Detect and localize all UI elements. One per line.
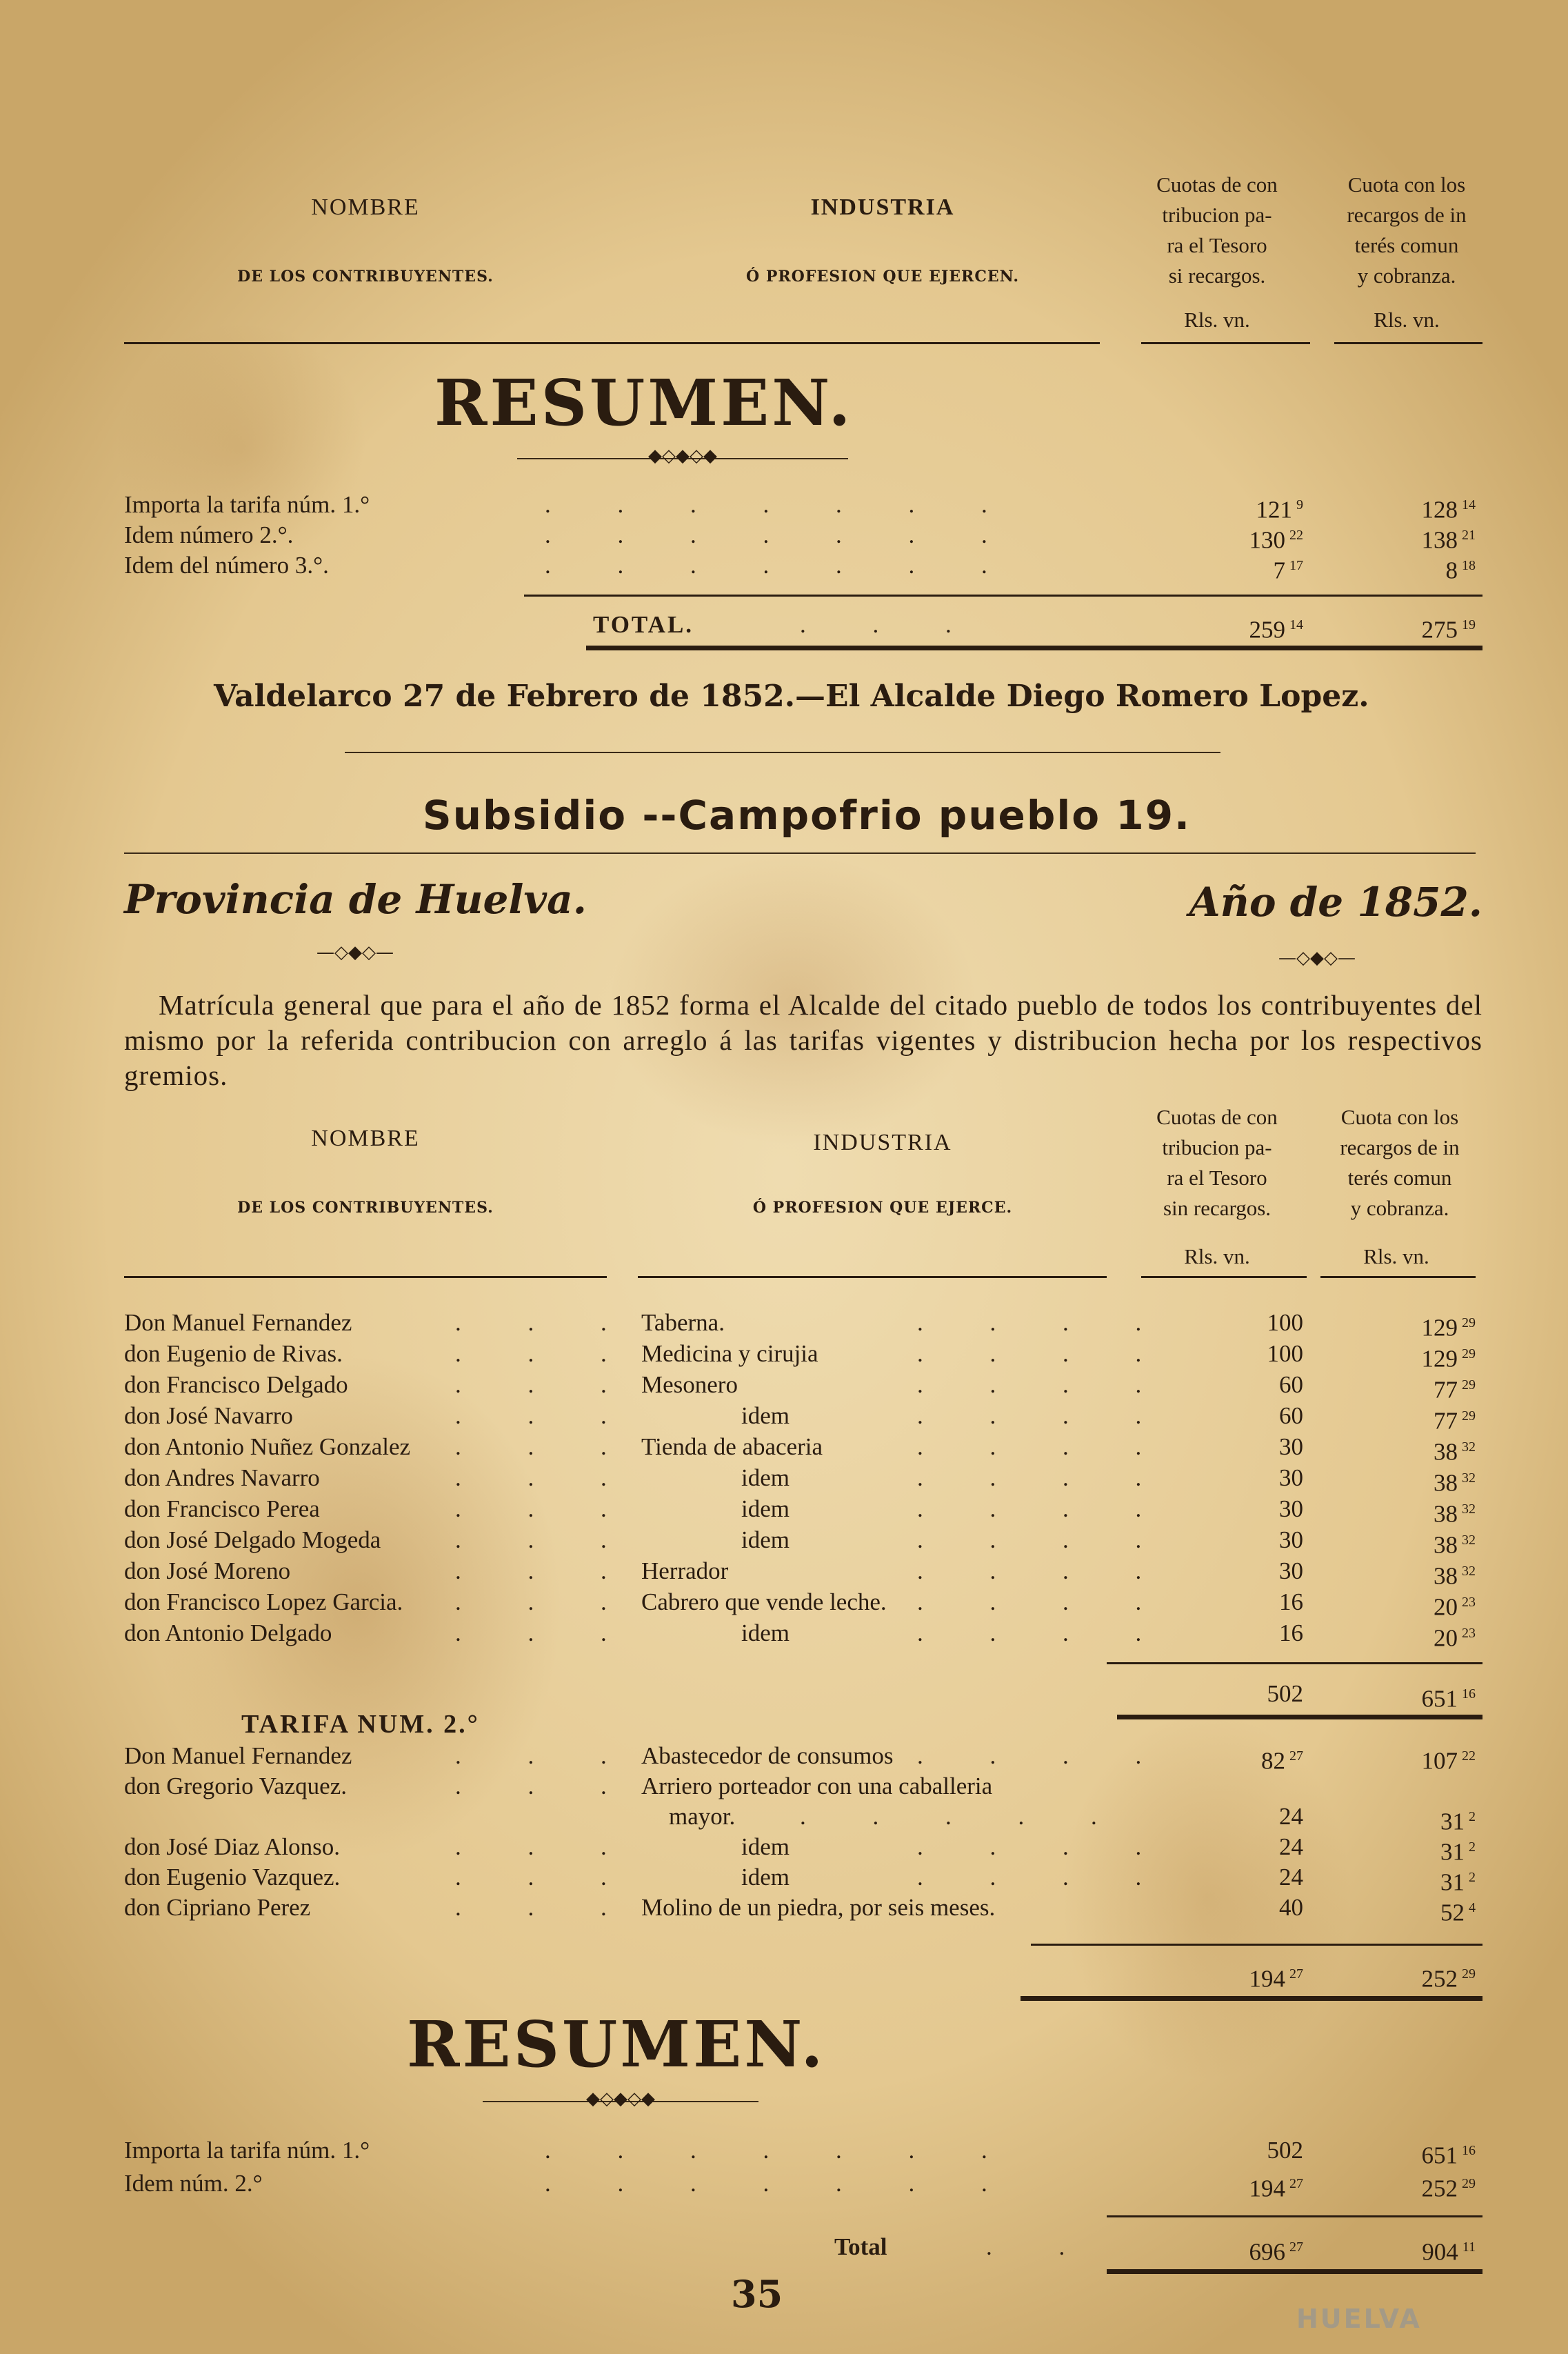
industry-label: Abastecedor de consumos <box>641 1742 894 1769</box>
resumen-label: Importa la tarifa núm. 1.° <box>124 491 370 518</box>
page-number: 35 <box>731 2272 783 2316</box>
industry-label: Arriero porteador con una caballeria <box>641 1773 993 1799</box>
table-row <box>0 1832 1568 1866</box>
value-v1 <box>1165 1556 1303 1586</box>
table-row <box>0 1494 1568 1528</box>
industry-label: idem <box>741 1495 790 1522</box>
leader-dots: . . . . <box>917 1833 1172 1860</box>
value-v2 <box>1345 1618 1476 1654</box>
v2-main: 107 <box>1421 1747 1458 1775</box>
col2-line: terés comun <box>1354 233 1459 257</box>
v2-sup: 2 <box>1469 1839 1476 1855</box>
contributor-name: don José Diaz Alonso. <box>124 1833 341 1860</box>
industry-label: idem <box>741 1619 790 1646</box>
v1-main: 130 <box>1249 526 1285 554</box>
value-v1 <box>1165 1802 1303 1832</box>
v1-main: 24 <box>1279 1833 1303 1860</box>
industry-label: Medicina y cirujia <box>641 1340 818 1367</box>
leader-dots: . . . <box>455 1309 637 1336</box>
resumen-row <box>0 490 1568 523</box>
v1-main: 502 <box>1267 2137 1303 2164</box>
v2-sup: 21 <box>1462 528 1476 543</box>
col-header-cuotas <box>1131 1102 1303 1224</box>
value-v2 <box>1345 1893 1476 1928</box>
total-v1-sup: 14 <box>1289 617 1303 632</box>
subtotal-v2-sup: 16 <box>1462 1686 1476 1702</box>
industry-label: idem <box>741 1833 790 1860</box>
tarifa1-subtotal-row <box>0 1679 1568 1713</box>
industry-label: Tienda de abaceria <box>641 1433 823 1460</box>
value-v2 <box>1345 1525 1476 1561</box>
value-v2 <box>1345 1308 1476 1344</box>
leader-dots: . . . . <box>917 1402 1172 1429</box>
v2-sup: 22 <box>1462 1748 1476 1764</box>
value-v2 <box>1345 1401 1476 1437</box>
col1-line: Cuotas de con <box>1156 172 1278 197</box>
intro-paragraph: Matrícula general que para el año de 1852 forma el Alcalde del citado pueblo de todos los contribuyentes del mismo por la referida contribucion con arreglo á las tarifas vigentes y distribucion hecha por los respectivos gremios. <box>124 989 1482 1091</box>
leader-dots: . . . <box>455 1464 637 1491</box>
value-v1 <box>1165 1494 1303 1524</box>
v1-main: 30 <box>1279 1433 1303 1460</box>
value-v2 <box>1345 1587 1476 1623</box>
value-v1 <box>1165 1525 1303 1555</box>
v1-main: 100 <box>1267 1309 1303 1336</box>
leader-dots: . . . <box>455 1340 637 1367</box>
col-header-nombre: NOMBRE <box>311 194 420 220</box>
v2-main: 651 <box>1421 2142 1458 2169</box>
v2-sup: 29 <box>1462 1408 1476 1424</box>
divider <box>1320 1276 1476 1278</box>
leader-dots: . . . <box>455 1433 637 1460</box>
v1-sup: 17 <box>1289 558 1303 573</box>
col-header-industria-sub: Ó PROFESION QUE EJERCEN. <box>746 268 1019 286</box>
v2-sup: 2 <box>1469 1809 1476 1824</box>
v2-sup: 4 <box>1469 1900 1476 1915</box>
total-label: TOTAL. <box>593 611 694 638</box>
col1-line: ra el Tesoro <box>1167 233 1267 257</box>
v2-main: 252 <box>1421 2175 1458 2202</box>
leader-dots: . . . . <box>917 1619 1172 1646</box>
leader-dots: . . <box>986 2233 1096 2260</box>
contributor-name: don Eugenio Vazquez. <box>124 1864 341 1891</box>
double-rule <box>1021 1996 1482 2001</box>
leader-dots: . . . . . <box>800 1803 1127 1830</box>
units-label: Rls. vn. <box>1374 308 1440 332</box>
total-v1-sup: 27 <box>1289 2240 1303 2255</box>
industry-label: Cabrero que vende leche. <box>641 1588 887 1615</box>
col1-line: ra el Tesoro <box>1167 1166 1267 1190</box>
divider <box>345 752 1220 753</box>
total-value-1 <box>1165 610 1303 646</box>
v1-sup: 27 <box>1289 2176 1303 2191</box>
col-header-recargos <box>1310 1102 1489 1224</box>
contributor-name: Don Manuel Fernandez <box>124 1309 352 1336</box>
divider <box>638 342 1100 344</box>
col2-line: terés comun <box>1347 1166 1452 1190</box>
v2-sup: 29 <box>1462 1346 1476 1361</box>
col1-line: si recargos. <box>1168 263 1266 288</box>
v2-main: 38 <box>1434 1469 1458 1497</box>
value-v2 <box>1345 1370 1476 1406</box>
watermark-logo: HUELVA <box>1296 2304 1422 2334</box>
col-header-industria: INDUSTRIA <box>813 1130 952 1155</box>
contributor-name: don Andres Navarro <box>124 1464 320 1491</box>
col1-line: sin recargos. <box>1163 1196 1272 1220</box>
value-v1 <box>1165 1832 1303 1862</box>
value-v1 <box>1165 2135 1303 2166</box>
v2-sup: 32 <box>1462 1533 1476 1548</box>
contributor-name: don José Moreno <box>124 1557 291 1584</box>
total-v1: 696 <box>1249 2238 1285 2266</box>
section-title: Subsidio --Campofrio pueblo 19. <box>422 792 1192 839</box>
contributor-name: don Francisco Perea <box>124 1495 320 1522</box>
value-v1 <box>1165 1862 1303 1893</box>
table-row <box>0 1862 1568 1896</box>
value-v1 <box>1165 1370 1303 1400</box>
contributor-name: don Gregorio Vazquez. <box>124 1773 347 1799</box>
leader-dots: . . . . . . . <box>545 552 1018 579</box>
contributor-name: don Francisco Delgado <box>124 1371 348 1398</box>
total-value-2 <box>1345 610 1476 646</box>
leader-dots: . . . . <box>917 1340 1172 1367</box>
ornament: ◆◇◆◇◆ <box>648 446 717 466</box>
v1-main: 7 <box>1273 557 1285 584</box>
subtotal-v1: 194 <box>1249 1965 1285 1993</box>
col-header-recargos <box>1317 170 1496 291</box>
leader-dots: . . . . . . . <box>545 2137 1018 2164</box>
subtotal-rule <box>1107 1662 1482 1664</box>
industry-label: idem <box>741 1464 790 1491</box>
leader-dots: . . . . . . . <box>545 521 1018 548</box>
leader-dots: . . . <box>455 1588 637 1615</box>
v2-main: 31 <box>1440 1868 1465 1896</box>
value-v2 <box>1345 1463 1476 1499</box>
v2-sup: 32 <box>1462 1564 1476 1579</box>
leader-dots: . . . . <box>917 1433 1172 1460</box>
leader-dots: . . . <box>455 1864 637 1891</box>
col1-line: tribucion pa- <box>1162 1135 1272 1159</box>
v1-main: 121 <box>1256 496 1292 523</box>
value-v2 <box>1345 1432 1476 1468</box>
v2-main: 129 <box>1421 1314 1458 1341</box>
tarifa2-subtotal-row <box>0 1959 1568 1993</box>
col1-line: tribucion pa- <box>1162 203 1272 227</box>
leader-dots: . . . . <box>917 1371 1172 1398</box>
leader-dots: . . . . <box>917 1309 1172 1336</box>
v1-sup: 22 <box>1289 528 1303 543</box>
v1-main: 100 <box>1267 1340 1303 1367</box>
leader-dots: . . . <box>455 1495 637 1522</box>
leader-dots: . . . <box>455 1557 637 1584</box>
leader-dots: . . . <box>455 1833 637 1860</box>
double-rule <box>1117 1715 1482 1719</box>
ornament: —◇◆◇— <box>316 942 394 963</box>
v2-main: 20 <box>1434 1624 1458 1652</box>
divider <box>638 1276 1107 1278</box>
value-v1 <box>1165 2168 1303 2204</box>
value-v1 <box>1165 1618 1303 1648</box>
leader-dots: . . . . <box>917 1557 1172 1584</box>
leader-dots: . . . <box>455 1742 637 1769</box>
resumen-row <box>0 2168 1568 2202</box>
v1-main: 40 <box>1279 1894 1303 1921</box>
v1-main: 30 <box>1279 1557 1303 1584</box>
value-v1 <box>1165 1308 1303 1338</box>
col2-line: recargos de in <box>1340 1135 1460 1159</box>
v1-main: 194 <box>1249 2175 1285 2202</box>
v2-main: 31 <box>1440 1838 1465 1866</box>
year-title: Año de 1852. <box>1189 879 1482 926</box>
table-row <box>0 1432 1568 1466</box>
v2-main: 31 <box>1440 1808 1465 1835</box>
divider <box>1141 1276 1307 1278</box>
ornament: ◆◇◆◇◆ <box>586 2088 655 2109</box>
leader-dots: . . . <box>455 1526 637 1553</box>
subtotal-rule <box>1031 1944 1482 1946</box>
value-v1 <box>1165 550 1303 586</box>
col-header-nombre-sub: DE LOS CONTRIBUYENTES. <box>237 268 494 286</box>
table-row <box>0 1463 1568 1497</box>
v2-main: 138 <box>1421 526 1458 554</box>
units-label: Rls. vn. <box>1184 1244 1250 1268</box>
v2-sup: 29 <box>1462 2176 1476 2191</box>
subtotal-v1-sup: 27 <box>1289 1966 1303 1982</box>
v2-sup: 14 <box>1462 497 1476 512</box>
industry-label: Molino de un piedra, por seis meses. <box>641 1894 996 1921</box>
industry-label: idem <box>741 1864 790 1891</box>
leader-dots: . . . . <box>917 1526 1172 1553</box>
v2-main: 77 <box>1434 1376 1458 1404</box>
table-row <box>0 1618 1568 1652</box>
contributor-name: don Cipriano Perez <box>124 1894 311 1921</box>
resumen-row <box>0 550 1568 584</box>
v1-main: 24 <box>1279 1803 1303 1830</box>
contributor-name: don Antonio Delgado <box>124 1619 332 1646</box>
total-v2: 275 <box>1421 616 1458 644</box>
industry-label: Herrador <box>641 1557 729 1584</box>
leader-dots: . . . <box>455 1371 637 1398</box>
province-title: Provincia de Huelva. <box>124 876 587 923</box>
col-header-cuotas <box>1131 170 1303 291</box>
v2-sup: 32 <box>1462 1502 1476 1517</box>
v1-main: 82 <box>1261 1747 1285 1775</box>
leader-dots: . . . <box>455 1619 637 1646</box>
v2-sup: 29 <box>1462 1315 1476 1330</box>
resumen-label: Idem del número 3.°. <box>124 552 329 579</box>
v1-main: 16 <box>1279 1588 1303 1615</box>
col-header-industria-sub: Ó PROFESION QUE EJERCE. <box>752 1199 1013 1217</box>
industry-label: Mesonero <box>641 1371 738 1398</box>
divider <box>1141 342 1310 344</box>
total-v1: 259 <box>1249 616 1285 644</box>
table-row <box>0 1587 1568 1621</box>
v1-main: 30 <box>1279 1495 1303 1522</box>
resumen-label: Importa la tarifa núm. 1.° <box>124 2137 370 2164</box>
leader-dots: . . . . <box>917 1742 1172 1769</box>
resumen-total-row <box>0 2232 1568 2266</box>
total-label: Total <box>834 2233 887 2260</box>
subtotal-v2: 651 <box>1421 1685 1458 1713</box>
value-v1 <box>1165 1587 1303 1617</box>
contributor-name: don Eugenio de Rivas. <box>124 1340 343 1367</box>
v1-main: 30 <box>1279 1464 1303 1491</box>
v2-main: 38 <box>1434 1562 1458 1590</box>
contributor-name: don Francisco Lopez Garcia. <box>124 1588 403 1615</box>
resumen-label: Idem núm. 2.° <box>124 2170 263 2197</box>
table-row <box>0 1525 1568 1559</box>
tarifa2-heading: TARIFA NUM. 2.° <box>241 1710 480 1739</box>
contributor-name: don Antonio Nuñez Gonzalez <box>124 1433 411 1460</box>
value-v1 <box>1165 1339 1303 1369</box>
v1-sup: 9 <box>1296 497 1303 512</box>
col-header-nombre: NOMBRE <box>311 1126 420 1151</box>
v1-main: 24 <box>1279 1864 1303 1891</box>
leader-dots: . . . . . . . <box>545 2170 1018 2197</box>
leader-dots: . . . . <box>917 1495 1172 1522</box>
v2-sup: 18 <box>1462 558 1476 573</box>
col-header-industria: INDUSTRIA <box>810 194 955 220</box>
v2-sup: 32 <box>1462 1470 1476 1486</box>
divider <box>1334 342 1482 344</box>
v2-sup: 2 <box>1469 1870 1476 1885</box>
double-rule <box>586 646 1482 650</box>
value-v1 <box>1165 1463 1303 1493</box>
table-row <box>0 1401 1568 1435</box>
value-v2 <box>1345 550 1476 586</box>
value-v1 <box>1165 1432 1303 1462</box>
table-row <box>0 1893 1568 1926</box>
leader-dots: . . . . . . . <box>545 491 1018 518</box>
v1-main: 60 <box>1279 1371 1303 1398</box>
col2-line: Cuota con los <box>1340 1105 1459 1129</box>
resumen-label: Idem número 2.°. <box>124 521 294 548</box>
units-label: Rls. vn. <box>1184 308 1250 332</box>
v2-main: 129 <box>1421 1345 1458 1373</box>
resumen-row <box>0 2135 1568 2169</box>
leader-dots: . . . . <box>917 1464 1172 1491</box>
table-row <box>0 1308 1568 1341</box>
table-row-continuation <box>0 1802 1568 1835</box>
industry-label: idem <box>741 1402 790 1429</box>
v2-main: 8 <box>1445 557 1458 584</box>
value-v2 <box>1345 2168 1476 2204</box>
industry-label-cont: mayor. <box>669 1803 736 1830</box>
v2-sup: 23 <box>1462 1595 1476 1610</box>
value-v2 <box>1345 2135 1476 2171</box>
subtotal-v1: 502 <box>1267 1680 1303 1707</box>
v1-main: 60 <box>1279 1402 1303 1429</box>
table-row <box>0 1339 1568 1373</box>
value-v2 <box>1345 1494 1476 1530</box>
contributor-name: don José Delgado Mogeda <box>124 1526 381 1553</box>
table-row <box>0 1741 1568 1775</box>
col2-line: Cuota con los <box>1347 172 1466 197</box>
resumen-heading: RESUMEN. <box>407 2007 826 2082</box>
value-v2 <box>1345 1339 1476 1375</box>
col2-line: y cobranza. <box>1350 1196 1449 1220</box>
industry-label: idem <box>741 1526 790 1553</box>
leader-dots: . . . . <box>917 1864 1172 1891</box>
total-rule <box>524 595 1482 597</box>
leader-dots: . . . <box>455 1894 637 1921</box>
col2-line: y cobranza. <box>1357 263 1456 288</box>
v2-main: 38 <box>1434 1438 1458 1466</box>
resumen-row <box>0 520 1568 554</box>
total-v2-sup: 19 <box>1462 617 1476 632</box>
subtotal-v2-sup: 29 <box>1462 1966 1476 1982</box>
total-v2-sup: 11 <box>1462 2240 1476 2255</box>
contributor-name: Don Manuel Fernandez <box>124 1742 352 1769</box>
v1-main: 16 <box>1279 1619 1303 1646</box>
v2-main: 20 <box>1434 1593 1458 1621</box>
col1-line: Cuotas de con <box>1156 1105 1278 1129</box>
subtotal-v2: 252 <box>1421 1965 1458 1993</box>
v2-sup: 16 <box>1462 2143 1476 2158</box>
v2-sup: 29 <box>1462 1377 1476 1393</box>
col-header-nombre-sub: DE LOS CONTRIBUYENTES. <box>237 1199 494 1217</box>
leader-dots: . . . <box>455 1402 637 1429</box>
leader-dots: . . . <box>800 611 982 638</box>
double-rule <box>1107 2269 1482 2274</box>
v2-main: 38 <box>1434 1531 1458 1559</box>
table-row <box>0 1370 1568 1404</box>
units-label: Rls. vn. <box>1363 1244 1429 1268</box>
signature-line: Valdelarco 27 de Febrero de 1852.—El Alcalde Diego Romero Lopez. <box>214 679 1369 714</box>
leader-dots: . . . <box>455 1773 637 1799</box>
total-rule <box>1107 2215 1482 2217</box>
resumen-total-row <box>0 610 1568 644</box>
value-v1 <box>1165 1401 1303 1431</box>
v2-main: 77 <box>1434 1407 1458 1435</box>
divider <box>124 852 1476 854</box>
table-row <box>0 1556 1568 1590</box>
resumen-heading: RESUMEN. <box>434 366 854 440</box>
table-row <box>0 1771 1568 1802</box>
divider <box>124 342 648 344</box>
value-v2 <box>1345 1556 1476 1592</box>
col2-line: recargos de in <box>1347 203 1467 227</box>
ornament: —◇◆◇— <box>1278 948 1356 968</box>
v1-main: 30 <box>1279 1526 1303 1553</box>
v2-sup: 32 <box>1462 1439 1476 1455</box>
value-v1 <box>1165 1893 1303 1923</box>
leader-dots: . . . . <box>917 1588 1172 1615</box>
v2-main: 128 <box>1421 496 1458 523</box>
v2-main: 52 <box>1440 1899 1465 1926</box>
v2-main: 38 <box>1434 1500 1458 1528</box>
contributor-name: don José Navarro <box>124 1402 293 1429</box>
v1-sup: 27 <box>1289 1748 1303 1764</box>
v2-sup: 23 <box>1462 1626 1476 1641</box>
industry-label: Taberna. <box>641 1309 725 1336</box>
divider <box>124 1276 607 1278</box>
total-v2: 904 <box>1422 2238 1458 2266</box>
